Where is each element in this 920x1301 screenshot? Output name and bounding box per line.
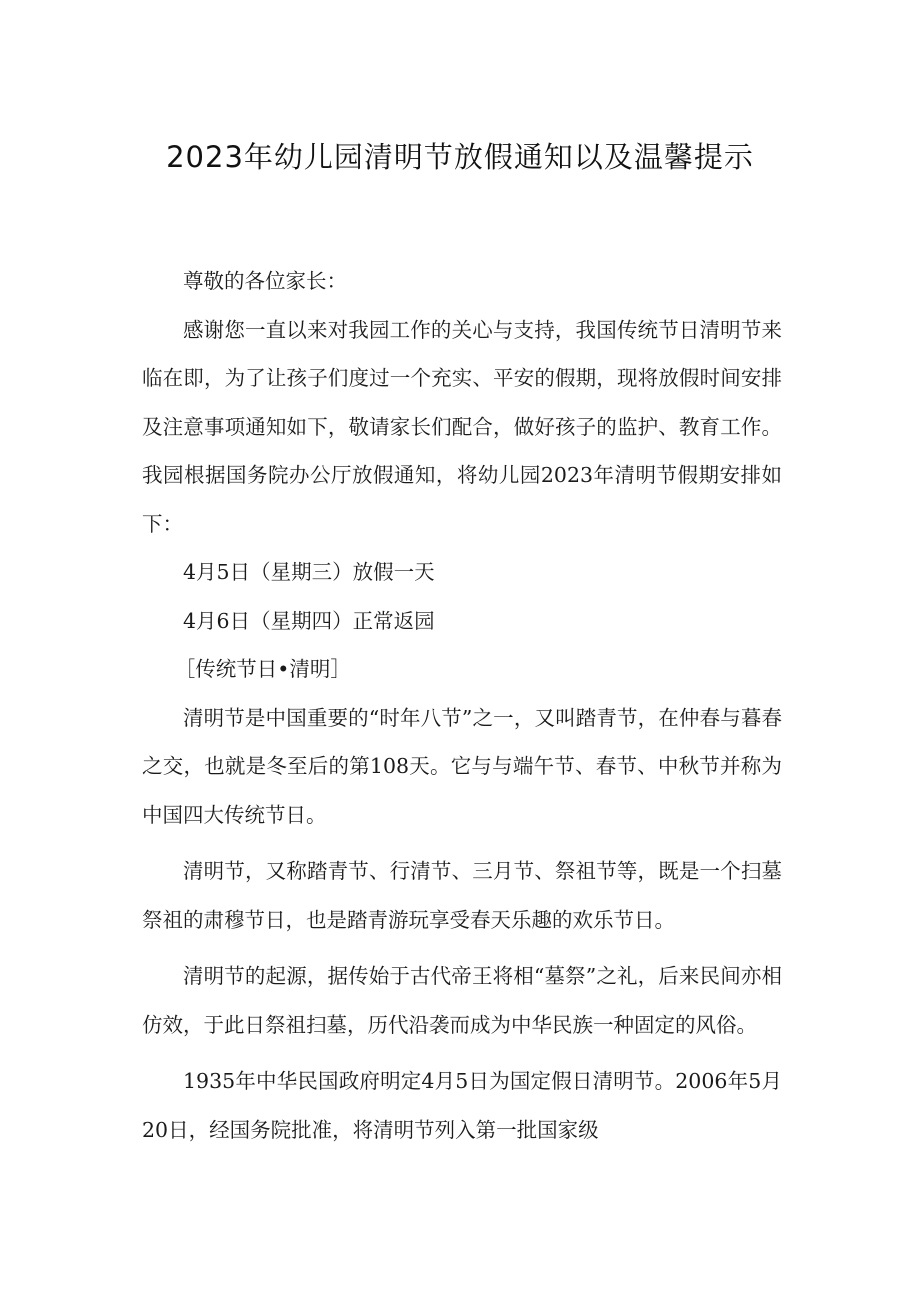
document-body — [142, 257, 782, 1154]
festival-history-paragraph: 1935年中华民国政府明定4月5日为国定假日清明节。2006年5月20日，经国务院批准，将清明节列入第一批国家级 — [142, 1069, 782, 1142]
document-title: 2023年幼儿园清明节放假通知以及温馨提示 — [166, 140, 754, 174]
festival-names-paragraph: 清明节，又称踏青节、行清节、三月节、祭祖节等，既是一个扫墓祭祖的肃穆节日，也是踏青游玩享受春天乐趣的欢乐节日。 — [142, 859, 782, 932]
section-heading: ［传统节日•清明］ — [174, 657, 351, 681]
festival-origin-paragraph: 清明节的起源，据传始于古代帝王将相“墓祭”之礼，后来民间亦相仿效，于此日祭祖扫墓，历代沿袭而成为中华民族一种固定的风俗。 — [142, 964, 782, 1037]
return-date-line: 4月6日（星期四）正常返园 — [183, 608, 435, 633]
festival-intro-paragraph: 清明节是中国重要的“时年八节”之一，又叫踏青节，在仲春与暮春之交，也就是冬至后的第108天。它与与端午节、春节、中秋节并称为中国四大传统节日。 — [142, 705, 782, 827]
holiday-date-line: 4月5日（星期三）放假一天 — [183, 560, 435, 584]
salutation-paragraph: 尊敬的各位家长： — [183, 269, 347, 293]
intro-paragraph: 感谢您一直以来对我园工作的关心与支持，我国传统节日清明节来临在即，为了让孩子们度过一个充实、平安的假期，现将放假时间安排及注意事项通知如下，敬请家长们配合，做好孩子的监护、教育工作。我园根据国务院办公厅放假通知，将幼儿园2023年清明节假期安排如下： — [142, 317, 782, 536]
